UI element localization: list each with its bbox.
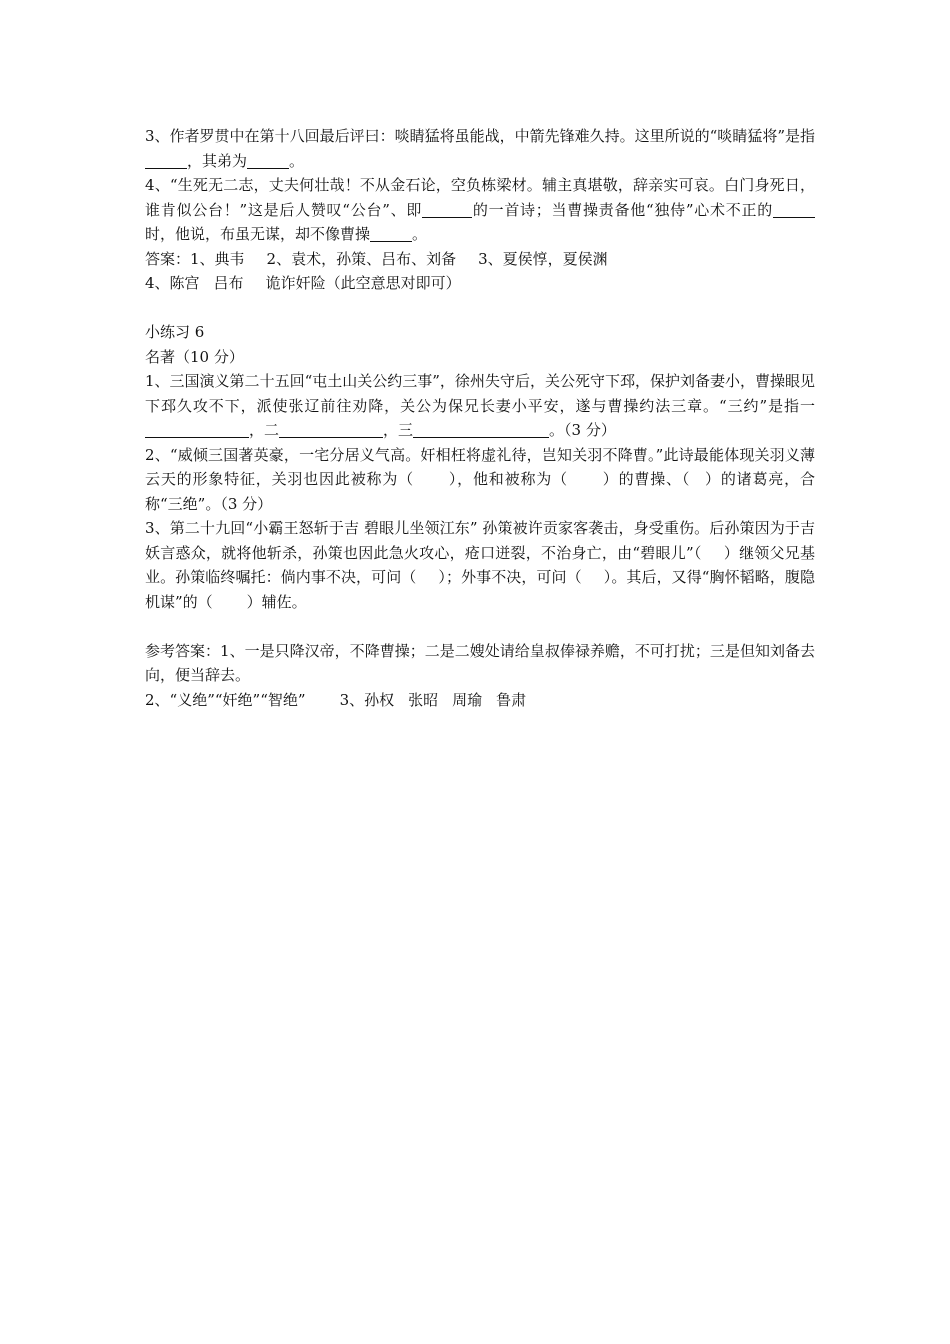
- answer-text: 4、陈宫: [145, 274, 200, 292]
- reference-answer-line-1: 参考答案：1、一是只降汉帝，不降曹操；二是二嫂处请给皇叔俸禄养赡，不可打扰；三是但知刘备去向，便当辞去。: [145, 641, 815, 684]
- answer-text: 3、夏侯惇，夏侯渊: [478, 249, 608, 268]
- answer-text: 诡诈奸险（此空意思对即可）: [265, 274, 461, 292]
- prev-answer-line-2: [145, 271, 815, 296]
- exercise-question-3: [145, 516, 815, 614]
- answer-text: 吕布: [213, 274, 244, 292]
- question-text: ）继领父兄基业。孙策临终嘱托：倘内事不决，可问（: [145, 543, 815, 586]
- answer-blank: [370, 225, 412, 242]
- answer-blank: [145, 421, 249, 438]
- section-spacer: [145, 296, 815, 321]
- answer-text: 3、孙权: [339, 690, 395, 709]
- question-text: ）辅佐。: [246, 592, 307, 611]
- question-text: ，其弟为: [187, 151, 248, 170]
- question-text: 3、第二十九回“小霸王怒斩于吉 碧眼儿坐领江东” 孙策被许贡家客袭击，身受重伤。后孙策因为于吉妖言惑众，就将他斩杀，孙策也因此急火攻心，疮口迸裂，不治身亡，由“碧眼儿”（: [145, 519, 815, 562]
- question-text: 2、“威倾三国著英豪，一宅分居义气高。奸相枉将虚礼待，岂知关羽不降曹。”此诗最能体现关羽义薄云天的形象特征，关羽也因此被称为（: [145, 445, 815, 488]
- answer-blank: [422, 201, 472, 218]
- question-text: 。（3 分）: [549, 421, 616, 439]
- answer-blank: [413, 421, 549, 438]
- exercise-title: 小练习 6: [145, 323, 205, 341]
- answer-text: 答案：1、典韦: [145, 249, 245, 268]
- question-text: ）的曹操、（: [601, 470, 691, 488]
- prev-question-4: [145, 173, 815, 247]
- question-text: 时，他说，布虽无谋，却不像曹操: [145, 225, 371, 243]
- answer-text: 周瑜: [452, 690, 483, 709]
- question-text: 1、三国演义第二十五回“屯土山关公约三事”，徐州失守后，关公死守下邳，保护刘备妻小，曹操眼见下邳久攻不下，派使张辽前往劝降，关公为保兄长妻小平安，遂与曹操约法三章。“三约”是指一: [145, 372, 815, 415]
- exercise-question-1: [145, 369, 815, 443]
- question-text: 。: [289, 151, 305, 170]
- question-text: ，二: [249, 421, 280, 439]
- question-text: 3、作者罗贯中在第十八回最后评曰：啖睛猛将虽能战，中箭先锋难久持。这里所说的“啖睛猛将”是指: [145, 127, 815, 145]
- question-text: 4、“生死无二志，丈夫何壮哉！不从金石论，空负栋梁材。辅主真堪敬，辞亲实可哀。白门身死日，谁肯似公台！”这是后人赞叹“公台”、即: [145, 176, 815, 219]
- reference-answer-line-2: [145, 688, 815, 713]
- section-spacer: [145, 614, 815, 639]
- question-text: ）。其后，又得“胸怀韬略，腹隐机谋”的（: [145, 568, 815, 611]
- document-page: [145, 124, 815, 712]
- answer-text: 鲁肃: [496, 690, 527, 709]
- exercise-subtitle: 名著（10 分）: [145, 347, 244, 366]
- question-text: 。: [412, 225, 428, 243]
- answer-blank: [247, 152, 289, 169]
- question-text: ），他和被称为（: [448, 470, 568, 488]
- prev-answer-line-1: [145, 247, 815, 272]
- answer-text: 2、“义绝”“奸绝”“智绝”: [145, 690, 306, 709]
- question-text: 的一首诗；当曹操责备他“独侍”心术不正的: [472, 200, 773, 219]
- answer-text: 张昭: [408, 690, 439, 709]
- exercise-question-2: [145, 443, 815, 517]
- prev-question-3: [145, 124, 815, 173]
- question-text: ）；外事不决，可问（: [438, 568, 582, 586]
- answer-blank: [773, 201, 815, 218]
- answer-blank: [279, 421, 383, 438]
- answer-text: 2、袁术，孙策、吕布、刘备: [266, 249, 457, 268]
- question-text: ）的诸葛亮，合称“三绝”。（3 分）: [145, 470, 815, 513]
- answer-blank: [145, 152, 187, 169]
- question-text: ，三: [383, 421, 414, 439]
